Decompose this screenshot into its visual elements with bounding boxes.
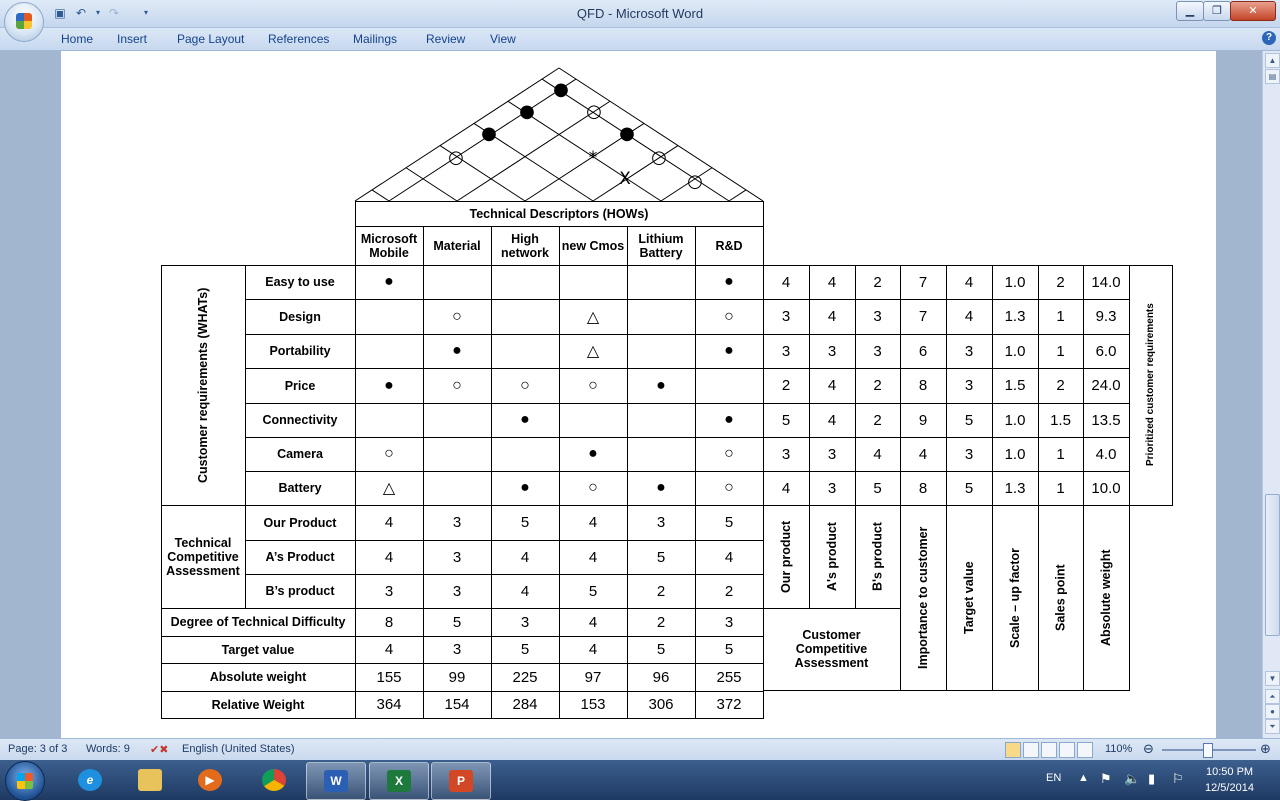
next-page-icon[interactable]: ⏷	[1265, 719, 1280, 734]
customer-competitive-assessment-label: Customer Competitive Assessment	[794, 628, 869, 670]
vertical-scrollbar[interactable]	[1262, 51, 1280, 738]
assessment-value: 4	[781, 479, 791, 497]
tech-competitive-value: 2	[724, 582, 734, 600]
relationship-symbol: ○	[724, 307, 734, 325]
customize-toolbar-icon[interactable]: ▾	[143, 8, 148, 17]
assessment-value: 4	[827, 273, 837, 291]
assessment-value: 4	[827, 377, 837, 394]
assessment-value: 1.5	[1050, 411, 1071, 429]
assessment-header-label: Sales point	[1053, 564, 1068, 631]
relationship-symbol	[355, 403, 423, 437]
relationship-symbol: ○	[520, 376, 530, 394]
tab-insert[interactable]: Insert	[117, 32, 148, 46]
tech-competitive-value: 5	[588, 582, 598, 600]
scroll-down-icon[interactable]: ▼	[1265, 671, 1280, 686]
assessment-value: 3	[873, 342, 882, 360]
customer-requirement-label: Easy to use	[265, 275, 335, 289]
relationship-symbol: ●	[384, 273, 394, 290]
assessment-value: 9	[918, 411, 928, 429]
bottom-row-label: Target value	[221, 642, 295, 657]
zoom-out-icon[interactable]: ⊖	[1143, 741, 1154, 756]
action-center-icon[interactable]: ⚑	[1100, 771, 1112, 786]
relationship-symbol	[423, 437, 491, 471]
roof-correlation-symbol: *	[588, 148, 598, 168]
chrome-icon	[262, 769, 286, 791]
assessment-header-label: A's product	[825, 522, 839, 591]
bottom-row-value: 372	[716, 696, 742, 713]
tab-mailings[interactable]: Mailings	[353, 32, 398, 46]
bottom-row-label: Absolute weight	[209, 670, 307, 684]
assessment-value: 3	[781, 308, 791, 325]
web-layout-icon[interactable]	[1041, 742, 1057, 758]
bottom-row-value: 5	[520, 641, 530, 658]
assessment-value: 6	[918, 342, 928, 360]
roof-correlation-symbol: ○	[651, 147, 667, 168]
taskbar-media-player[interactable]	[181, 762, 239, 798]
relationship-symbol	[423, 265, 491, 299]
full-screen-reading-icon[interactable]	[1023, 742, 1039, 758]
taskbar-chrome[interactable]	[245, 762, 303, 798]
relationship-symbol	[559, 403, 627, 437]
bottom-row-value: 96	[652, 668, 670, 686]
relationship-symbol: ●	[724, 273, 734, 290]
bottom-row-value: 155	[376, 668, 402, 686]
relationship-symbol	[491, 299, 559, 334]
relationship-symbol: ○	[724, 479, 734, 496]
relationship-symbol: ●	[520, 479, 530, 496]
assessment-header-label: Importance to customer	[916, 526, 930, 669]
draft-view-icon[interactable]	[1077, 742, 1093, 758]
tech-competitive-value: 3	[452, 548, 462, 566]
assessment-value: 5	[873, 479, 882, 497]
bottom-row-value: 154	[444, 696, 470, 713]
relationship-symbol: ●	[724, 342, 734, 359]
tech-competitive-value: 5	[724, 514, 734, 531]
assessment-value: 10.0	[1091, 479, 1121, 497]
bottom-row-value: 306	[648, 696, 674, 713]
tech-competitive-value: 4	[520, 548, 530, 566]
tab-view[interactable]: View	[490, 32, 516, 46]
assessment-value: 3	[781, 342, 791, 360]
relationship-symbol: ●	[656, 376, 666, 394]
customer-requirement-label: Battery	[278, 481, 322, 495]
customer-requirement-label: Camera	[277, 447, 323, 461]
assessment-value: 24.0	[1091, 377, 1121, 394]
bottom-row-value: 5	[452, 613, 462, 631]
help-icon[interactable]: ?	[1262, 31, 1276, 45]
relationship-symbol	[627, 334, 695, 368]
tech-competitive-value: 5	[656, 548, 666, 566]
assessment-value: 6.0	[1095, 342, 1117, 360]
assessment-value: 8	[918, 377, 928, 394]
assessment-header-label: Absolute weight	[1099, 549, 1113, 646]
office-logo-icon	[16, 13, 32, 29]
assessment-value: 3	[964, 445, 974, 463]
assessment-header-label: Scale – up factor	[1008, 547, 1022, 648]
assessment-value: 4	[781, 273, 791, 291]
tech-competitive-row-label: A’s Product	[265, 550, 335, 564]
relationship-symbol	[695, 368, 763, 403]
relationship-symbol: △	[586, 308, 600, 326]
restore-button[interactable]: ❐	[1203, 1, 1231, 21]
tech-competitive-value: 4	[384, 514, 394, 531]
assessment-value: 8	[918, 479, 928, 497]
bottom-row-label: Relative Weight	[211, 697, 305, 712]
redo-icon[interactable]: ↷	[108, 6, 120, 20]
prioritized-customer-requirements-label: Prioritized customer requirements	[1145, 303, 1156, 467]
assessment-value: 3	[827, 445, 837, 463]
bottom-row-value: 255	[716, 668, 742, 686]
excel-icon: X	[387, 770, 411, 792]
assessment-value: 1.5	[1004, 377, 1026, 394]
network-icon[interactable]: ▮	[1148, 771, 1156, 786]
relationship-symbol	[559, 265, 627, 299]
tech-competitive-value: 5	[520, 514, 530, 531]
close-button[interactable]: ✕	[1230, 1, 1276, 21]
page-count[interactable]: Page: 3 of 3	[8, 743, 68, 755]
tab-references[interactable]: References	[268, 32, 330, 46]
relationship-symbol: ○	[384, 445, 394, 462]
clock-time[interactable]: 10:50 PM	[1206, 766, 1254, 778]
language-indicator[interactable]: English (United States)	[182, 743, 295, 755]
taskbar-powerpoint[interactable]	[431, 762, 491, 800]
word-icon: W	[324, 770, 348, 792]
relationship-symbol	[491, 334, 559, 368]
relationship-symbol: ○	[452, 376, 462, 394]
assessment-value: 2	[1056, 273, 1065, 291]
relationship-symbol	[355, 334, 423, 368]
technical-descriptor-label: Lithium Battery	[638, 231, 684, 260]
assessment-header-label: B's product	[870, 522, 885, 591]
relationship-symbol	[627, 265, 695, 299]
taskbar-excel[interactable]	[369, 762, 429, 800]
bottom-row-value: 2	[656, 613, 666, 631]
assessment-value: 1	[1056, 308, 1065, 325]
relationship-symbol: ○	[452, 307, 462, 325]
bottom-row-value: 4	[588, 641, 598, 658]
assessment-value: 1	[1056, 479, 1065, 497]
assessment-value: 4	[873, 445, 882, 463]
assessment-value: 1	[1056, 342, 1065, 360]
tech-competitive-value: 4	[724, 548, 734, 566]
relationship-symbol: ●	[384, 376, 394, 394]
bottom-row-value: 4	[384, 641, 394, 658]
roof-correlation-symbol: ●	[481, 123, 497, 144]
roof-correlation-symbol: ○	[586, 101, 602, 122]
hoq-roof	[0, 51, 1262, 203]
bottom-row-value: 225	[512, 668, 538, 686]
office-button[interactable]	[4, 2, 44, 42]
relationship-symbol: ●	[452, 342, 462, 359]
tech-competitive-row-label: Our Product	[263, 515, 337, 530]
assessment-header-label: Our product	[779, 520, 793, 593]
relationship-symbol: ○	[588, 376, 598, 394]
flag-icon[interactable]: ⚐	[1172, 771, 1184, 786]
relationship-symbol: ○	[588, 479, 598, 496]
tech-competitive-value: 4	[588, 548, 598, 566]
assessment-value: 2	[1056, 377, 1065, 394]
ruler-toggle-icon[interactable]: ▤	[1265, 69, 1280, 84]
bottom-row-value: 3	[724, 613, 734, 631]
folder-icon	[138, 769, 162, 791]
assessment-value: 3	[964, 342, 974, 360]
technical-descriptor-label: R&D	[715, 238, 743, 253]
previous-page-icon[interactable]: ⏶	[1265, 689, 1280, 704]
relationship-symbol	[627, 403, 695, 437]
relationship-symbol	[491, 437, 559, 471]
relationship-symbol	[627, 437, 695, 471]
relationship-symbol	[627, 299, 695, 334]
tech-competitive-value: 4	[588, 514, 598, 531]
tech-competitive-value: 3	[384, 582, 394, 600]
relationship-symbol	[423, 471, 491, 505]
assessment-value: 13.5	[1091, 411, 1121, 429]
assessment-header-label: Target value	[962, 561, 976, 634]
powerpoint-icon: P	[449, 770, 473, 792]
scroll-thumb[interactable]	[1265, 494, 1280, 636]
customer-requirement-label: Design	[279, 309, 321, 324]
tech-competitive-value: 3	[452, 514, 462, 531]
assessment-value: 7	[918, 273, 928, 291]
roof-correlation-symbol: ○	[448, 147, 464, 168]
document-area	[0, 51, 1262, 738]
assessment-value: 2	[873, 411, 882, 429]
input-language[interactable]: EN	[1046, 772, 1062, 784]
tech-competitive-value: 3	[452, 582, 462, 600]
assessment-value: 1.0	[1004, 445, 1026, 463]
roof-correlation-symbol: ○	[687, 171, 703, 192]
scroll-up-icon[interactable]: ▲	[1265, 53, 1280, 68]
bottom-row-value: 4	[588, 613, 598, 631]
assessment-value: 9.3	[1095, 308, 1117, 325]
assessment-value: 2	[873, 273, 882, 291]
volume-icon[interactable]: 🔈	[1124, 771, 1141, 786]
assessment-value: 1	[1056, 445, 1065, 463]
assessment-value: 2	[873, 377, 882, 394]
taskbar-file-explorer[interactable]	[121, 762, 179, 798]
assessment-value: 4	[964, 273, 974, 291]
relationship-symbol: ●	[656, 479, 666, 496]
proofing-icon[interactable]: ✔✖	[150, 744, 169, 756]
bottom-row-value: 3	[452, 641, 462, 658]
assessment-value: 4	[918, 445, 928, 463]
assessment-value: 7	[918, 308, 928, 325]
assessment-value: 5	[964, 479, 974, 497]
bottom-row-value: 99	[448, 668, 466, 686]
house-of-quality	[0, 51, 1262, 738]
taskbar-word[interactable]	[306, 762, 366, 800]
relationship-symbol: ●	[588, 445, 598, 462]
assessment-value: 4.0	[1095, 445, 1117, 463]
assessment-value: 5	[964, 411, 974, 429]
start-button[interactable]	[5, 761, 45, 801]
roof-correlation-symbol: ●	[519, 101, 535, 122]
customer-requirement-label: Connectivity	[262, 413, 338, 427]
bottom-row-label: Degree of Technical Difficulty	[170, 615, 346, 629]
tech-competitive-value: 2	[656, 582, 666, 600]
bottom-row-value: 8	[384, 613, 394, 631]
status-bar	[0, 738, 1280, 761]
bottom-row-value: 364	[376, 696, 402, 713]
technical-descriptor-label: Material	[433, 238, 481, 253]
assessment-value: 1.0	[1004, 342, 1026, 360]
bottom-row-value: 3	[520, 613, 530, 631]
internet-explorer-icon: e	[78, 769, 102, 791]
technical-descriptor-label: Microsoft Mobile	[360, 231, 418, 260]
roof-correlation-symbol: ●	[619, 123, 635, 144]
roof-correlation-symbol: ●	[553, 79, 569, 100]
select-browse-object-icon[interactable]: ●	[1265, 704, 1280, 719]
window-title: QFD - Microsoft Word	[576, 6, 704, 21]
assessment-value: 4	[964, 308, 974, 325]
technical-descriptors-title: Technical Descriptors (HOWs)	[469, 206, 649, 221]
zoom-level[interactable]: 110%	[1105, 743, 1133, 755]
tech-competitive-row-label: B’s product	[265, 584, 335, 598]
undo-dropdown-icon[interactable]: ▾	[95, 8, 100, 17]
tech-competitive-value: 4	[384, 548, 394, 566]
clock-date[interactable]: 12/5/2014	[1205, 782, 1254, 794]
customer-requirement-label: Portability	[269, 344, 331, 358]
bottom-row-value: 5	[656, 641, 666, 658]
bottom-row-value: 284	[512, 696, 538, 713]
tab-review[interactable]: Review	[426, 32, 466, 46]
technical-competitive-assessment-label: Technical Competitive Assessment	[166, 535, 240, 578]
assessment-value: 1.3	[1004, 479, 1026, 497]
customer-requirement-label: Price	[284, 378, 316, 393]
bottom-row-value: 5	[724, 641, 734, 658]
bottom-row-value: 97	[584, 668, 602, 686]
tech-competitive-value: 3	[656, 514, 666, 531]
taskbar	[0, 760, 1280, 800]
relationship-symbol	[491, 265, 559, 299]
technical-descriptor-label: High network	[501, 231, 549, 260]
tab-home[interactable]: Home	[61, 32, 94, 46]
relationship-symbol: △	[382, 480, 396, 497]
assessment-value: 3	[827, 479, 837, 497]
ribbon-tabs	[0, 28, 1280, 51]
relationship-symbol: ○	[724, 445, 734, 462]
bottom-row-value: 153	[580, 696, 606, 713]
save-icon[interactable]: ▣	[54, 6, 66, 20]
windows-logo-icon	[17, 773, 33, 789]
assessment-value: 5	[781, 411, 791, 429]
assessment-value: 3	[827, 342, 837, 360]
media-player-icon: ▶	[198, 769, 222, 791]
assessment-value: 4	[827, 308, 837, 325]
minimize-button[interactable]: ▁	[1176, 1, 1204, 21]
assessment-value: 1.0	[1004, 411, 1026, 429]
assessment-value: 1.0	[1004, 273, 1026, 291]
tech-competitive-value: 4	[520, 582, 530, 600]
assessment-value: 1.3	[1004, 308, 1026, 325]
undo-icon[interactable]: ↶	[75, 6, 87, 20]
relationship-symbol	[355, 299, 423, 334]
print-layout-view-icon[interactable]	[1005, 742, 1021, 758]
relationship-symbol: ●	[520, 411, 530, 428]
assessment-value: 2	[781, 377, 791, 394]
zoom-in-icon[interactable]: ⊕	[1260, 741, 1271, 756]
assessment-value: 4	[827, 411, 837, 429]
word-count[interactable]: Words: 9	[86, 743, 130, 755]
customer-requirements-title: Customer requirements (WHATs)	[196, 287, 210, 483]
assessment-value: 3	[781, 445, 791, 463]
technical-descriptor-label: new Cmos	[561, 238, 625, 253]
relationship-symbol: △	[586, 343, 600, 360]
zoom-slider-thumb[interactable]	[1203, 743, 1213, 758]
roof-correlation-symbol: X	[619, 169, 631, 189]
outline-view-icon[interactable]	[1059, 742, 1075, 758]
assessment-value: 3	[964, 377, 974, 394]
tab-page-layout[interactable]: Page Layout	[177, 32, 245, 46]
assessment-value: 3	[873, 308, 882, 325]
title-bar	[0, 0, 1280, 28]
assessment-value: 14.0	[1091, 273, 1121, 291]
relationship-symbol	[423, 403, 491, 437]
taskbar-internet-explorer[interactable]	[61, 762, 119, 798]
relationship-symbol: ●	[724, 411, 734, 428]
show-hidden-icons-icon[interactable]: ▲	[1078, 772, 1089, 784]
